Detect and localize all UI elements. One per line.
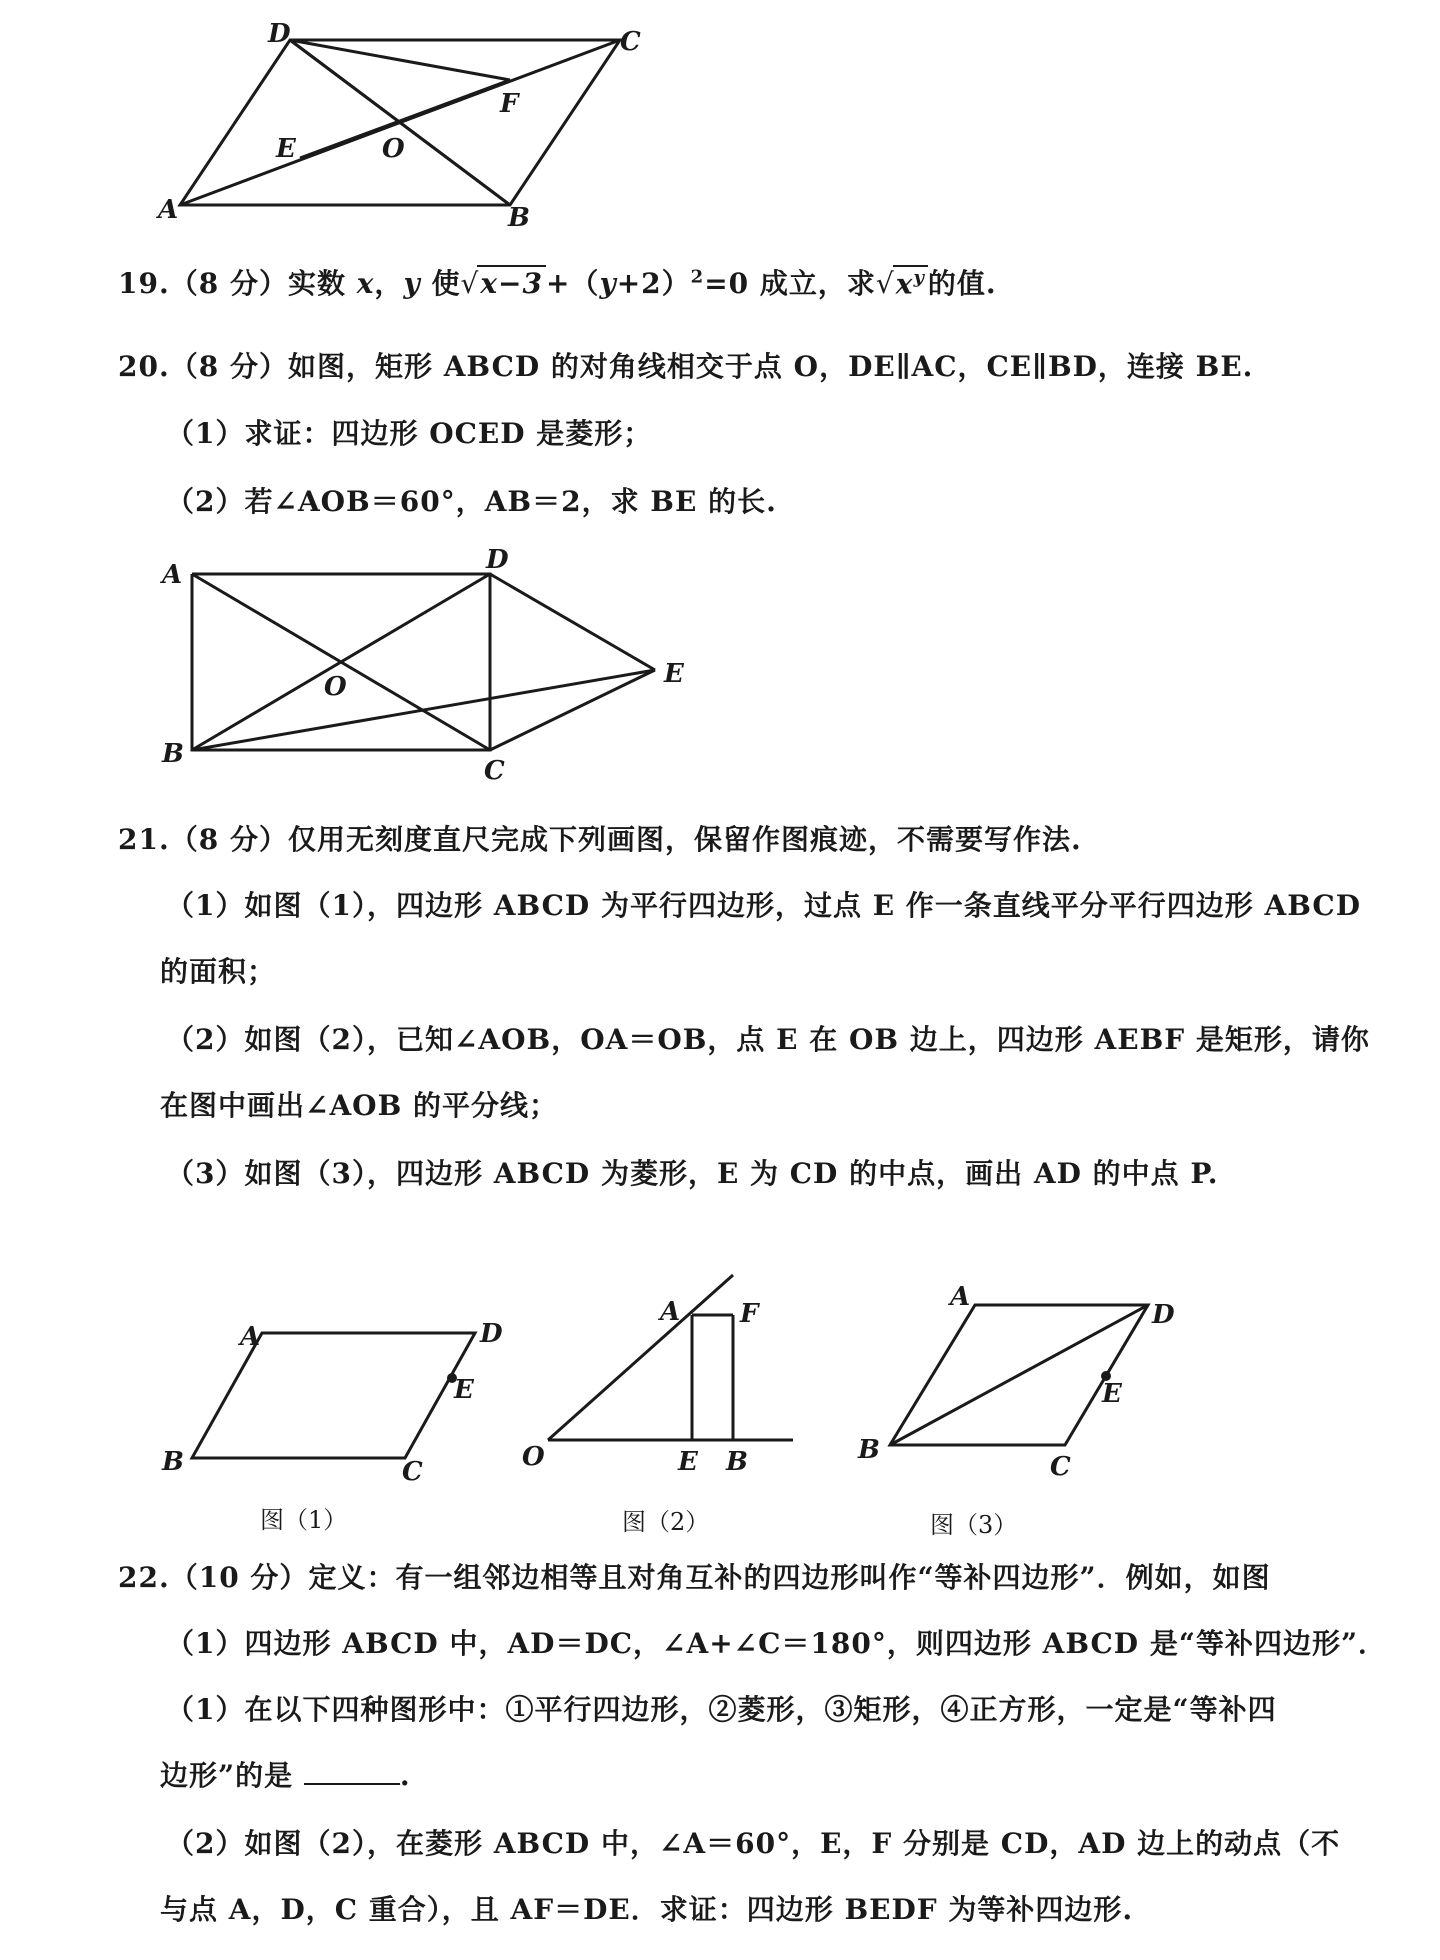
segment-df bbox=[290, 40, 510, 80]
q21-number: 21. bbox=[118, 823, 170, 856]
q19-radicand-2-exp: y bbox=[913, 266, 925, 288]
radical-sign-1: √ bbox=[460, 267, 480, 300]
q19-text-d: +2） bbox=[616, 267, 691, 300]
q21-part-2-line-2: 在图中画出∠AOB 的平分线； bbox=[160, 1089, 558, 1122]
q21f3-label-b: B bbox=[858, 1435, 880, 1465]
q22-score: （10 分） bbox=[169, 1561, 309, 1594]
q21-part-2-line-1: （2）如图（2），已知∠AOB，OA＝OB，点 E 在 OB 边上，四边形 AEBF 是矩形，请你 bbox=[166, 1023, 1370, 1056]
label-a: A bbox=[158, 195, 179, 225]
q22-part-1-line-2 bbox=[160, 1754, 411, 1794]
q21f3-label-d: D bbox=[1152, 1300, 1175, 1330]
q20-part-1: （1）求证：四边形 OCED 是菱形； bbox=[166, 417, 653, 450]
q19-score: （8 分） bbox=[169, 267, 288, 300]
question-19 bbox=[118, 262, 997, 302]
q22-part-1-text: 边形”的是 bbox=[160, 1759, 294, 1792]
q22-number: 22. bbox=[118, 1561, 170, 1594]
q21-part-1-line-1: （1）如图（1），四边形 ABCD 为平行四边形，过点 E 作一条直线平分平行四边形 ABCD bbox=[166, 889, 1362, 922]
radical-sign-2: √ bbox=[875, 267, 895, 300]
q21f2-label-o: O bbox=[522, 1442, 545, 1472]
label-b: B bbox=[508, 203, 530, 233]
q19-var-y2: y bbox=[599, 267, 617, 300]
figure-q20 bbox=[192, 574, 655, 750]
q21f3-label-c: C bbox=[1050, 1452, 1071, 1482]
label-f: F bbox=[500, 89, 519, 119]
q19-radicand-2 bbox=[893, 265, 928, 300]
q20-stem-text: 如图，矩形 ABCD 的对角线相交于点 O，DE∥AC，CE∥BD，连接 BE. bbox=[287, 350, 1254, 383]
q21-stem-text: 仅用无刻度直尺完成下列画图，保留作图痕迹，不需要写作法. bbox=[287, 823, 1082, 856]
segment-ce bbox=[490, 670, 655, 750]
figure-q21-3 bbox=[890, 1305, 1148, 1445]
label-c: C bbox=[620, 27, 641, 57]
q21f1-label-b: B bbox=[162, 1447, 184, 1477]
q22-part-1-period: . bbox=[399, 1759, 411, 1792]
q19-text-f: 的值. bbox=[927, 267, 997, 300]
q21f3-label-e: E bbox=[1102, 1379, 1122, 1409]
label-o: O bbox=[382, 134, 405, 164]
q22-part-1-line-1: （1）在以下四种图形中：①平行四边形，②菱形，③矩形，④正方形，一定是“等补四 bbox=[166, 1693, 1277, 1726]
q21f1-label-a: A bbox=[240, 1322, 261, 1352]
q19-text-c: +（ bbox=[545, 267, 600, 300]
q19-radicand-1: x−3 bbox=[477, 265, 546, 300]
q20-label-a: A bbox=[162, 560, 183, 590]
q21f1-label-c: C bbox=[402, 1457, 423, 1487]
q20-part-2: （2）若∠AOB＝60°，AB＝2，求 BE 的长. bbox=[166, 485, 777, 518]
q19-number: 19. bbox=[118, 267, 170, 300]
q20-number: 20. bbox=[118, 350, 170, 383]
question-20-stem bbox=[118, 345, 1253, 385]
q21-score: （8 分） bbox=[169, 823, 288, 856]
q21f3-label-a: A bbox=[950, 1282, 971, 1312]
figure-q21-1 bbox=[192, 1333, 475, 1458]
segment-de bbox=[490, 574, 655, 670]
q21-part-1-line-2: 的面积； bbox=[160, 955, 277, 988]
q21f2-label-b: B bbox=[726, 1447, 748, 1477]
q21f1-label-d: D bbox=[480, 1319, 503, 1349]
question-22-stem bbox=[118, 1556, 1271, 1596]
parallelogram-abcd-1 bbox=[192, 1333, 475, 1458]
q22-stem-line-1: 定义：有一组邻边相等且对角互补的四边形叫作“等补四边形”．例如，如图 bbox=[308, 1561, 1271, 1594]
q19-radicand-2-base: x bbox=[895, 267, 914, 300]
label-d: D bbox=[268, 19, 291, 49]
q21f3-caption: 图（3） bbox=[930, 1511, 1018, 1539]
q21f2-caption: 图（2） bbox=[622, 1508, 710, 1536]
q21f1-label-e: E bbox=[454, 1375, 474, 1405]
figure-top-lines bbox=[180, 40, 620, 205]
q19-text-b: 使 bbox=[431, 267, 461, 300]
q19-text-a: 实数 bbox=[287, 267, 346, 300]
q20-label-c: C bbox=[484, 756, 505, 786]
q22-part-2-line-2: 与点 A，D，C 重合），且 AF＝DE．求证：四边形 BEDF 为等补四边形. bbox=[160, 1893, 1134, 1926]
answer-blank[interactable] bbox=[304, 1761, 400, 1785]
q22-stem-line-2: （1）四边形 ABCD 中，AD＝DC，∠A+∠C＝180°，则四边形 ABCD 是“等补四边形”． bbox=[166, 1627, 1388, 1660]
q21f2-label-a: A bbox=[660, 1297, 681, 1327]
q20-label-d: D bbox=[486, 545, 509, 575]
q21-part-3: （3）如图（3），四边形 ABCD 为菱形，E 为 CD 的中点，画出 AD 的中点 P. bbox=[166, 1157, 1219, 1190]
q22-part-2-line-1: （2）如图（2），在菱形 ABCD 中，∠A＝60°，E，F 分别是 CD，AD 边上的动点（不 bbox=[166, 1827, 1341, 1860]
q20-label-b: B bbox=[162, 739, 184, 769]
q19-var-y: y bbox=[403, 267, 421, 300]
q19-var-x: x bbox=[356, 267, 375, 300]
q20-label-e: E bbox=[664, 659, 684, 689]
segment-ef bbox=[300, 80, 510, 158]
q19-text-e: =0 成立，求 bbox=[704, 267, 876, 300]
label-e: E bbox=[276, 134, 296, 164]
q20-label-o: O bbox=[324, 672, 347, 702]
q21f1-caption: 图（1） bbox=[260, 1506, 348, 1534]
q21f2-label-f: F bbox=[740, 1299, 759, 1329]
question-21-stem bbox=[118, 818, 1082, 858]
q19-exponent: 2 bbox=[690, 266, 705, 288]
q19-sep: ， bbox=[374, 267, 404, 300]
ray-oa bbox=[548, 1275, 733, 1440]
q20-score: （8 分） bbox=[169, 350, 288, 383]
q21f2-label-e: E bbox=[678, 1447, 698, 1477]
